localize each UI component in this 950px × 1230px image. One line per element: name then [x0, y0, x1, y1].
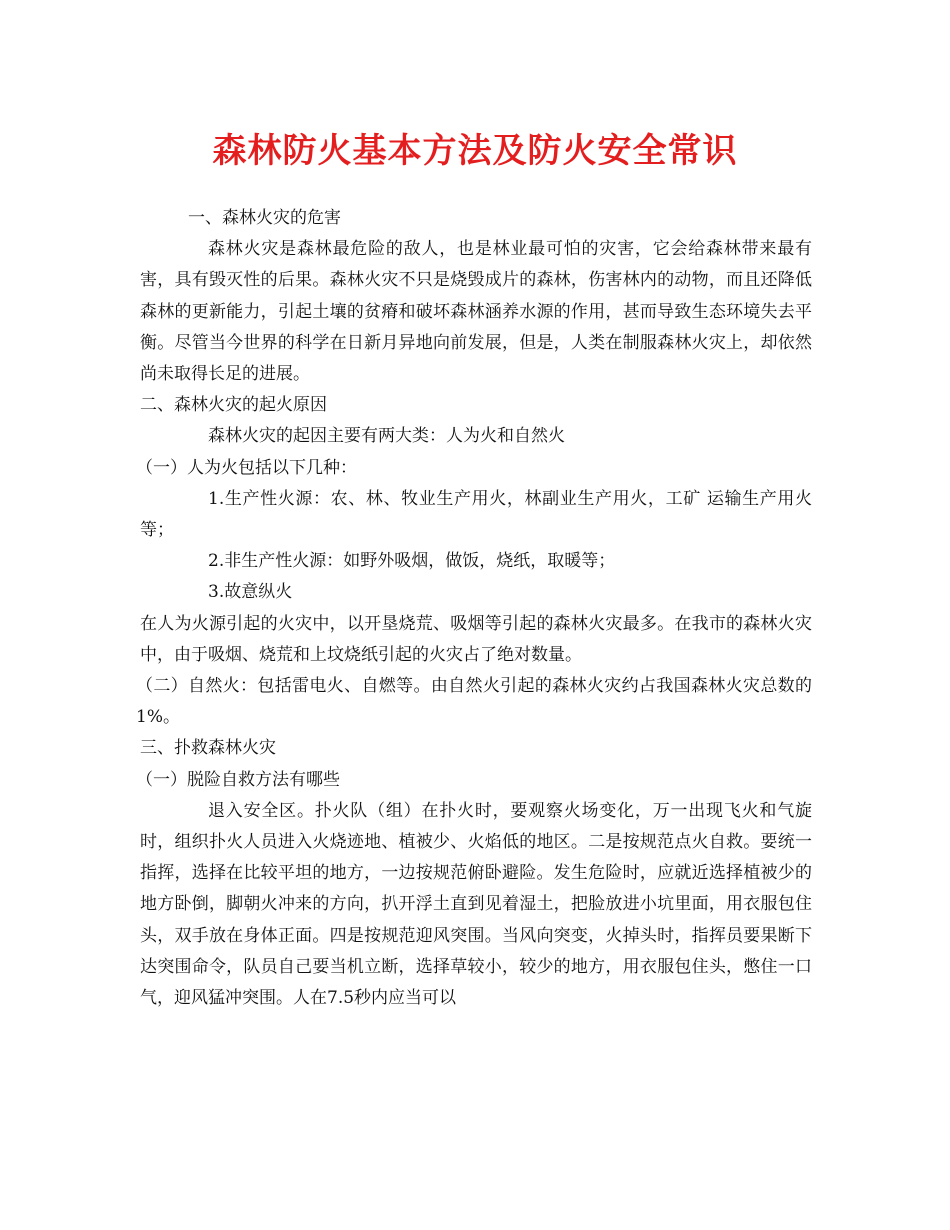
- subsection-heading: （一）脱险自救方法有哪些: [136, 769, 340, 790]
- subsection-paragraph: （二）自然火：包括雷电火、自燃等。由自然火引起的森林火灾约占我国森林火灾总数的1%。: [136, 676, 812, 728]
- paragraph: 森林火灾的起因主要有两大类：人为火和自然火: [208, 426, 565, 447]
- section-heading: 二、森林火灾的起火原因: [140, 395, 327, 416]
- list-item: 1.生产性火源：农、林、牧业生产用火，林副业生产用火，工矿 运输生产用火等；: [140, 488, 812, 541]
- document-title: 森林防火基本方法及防火安全常识: [212, 131, 738, 171]
- subsection-heading: （一）人为火包括以下几种：: [136, 457, 357, 478]
- paragraph: 在人为火源引起的火灾中，以开垦烧荒、吸烟等引起的森林火灾最多。在我市的森林火灾中，由于吸烟、烧荒和上坟烧纸引起的火灾占了绝对数量。: [140, 613, 812, 665]
- section-heading: 一、森林火灾的危害: [188, 208, 341, 228]
- list-item: 3.故意纵火: [208, 582, 293, 603]
- paragraph: 退入安全区。扑火队（组）在扑火时，要观察火场变化，万一出现飞火和气旋时，组织扑火人员进入火烧迹地、植被少、火焰低的地区。二是按规范点火自救。要统一指挥，选择在比较平坦的地方，一边按规范俯卧避险。发生危险时，应就近选择植被少的地方卧倒，脚朝火冲来的方向，扒开浮土直到见着湿土，把脸放进小坑里面，用衣服包住头，双手放在身体正面。四是按规范迎风突围。当风向突变，火掉头时，指挥员要果断下达突围命令，队员自己要当机立断，选择草较小，较少的地方，用衣服包住头，憋住一口气，迎风猛冲突围。人在7.5秒内应当可以: [140, 800, 812, 1009]
- document-body: [136, 203, 812, 1014]
- list-item: 2.非生产性火源：如野外吸烟，做饭，烧纸，取暖等；: [208, 551, 616, 572]
- paragraph: 森林火灾是森林最危险的敌人，也是林业最可怕的灾害，它会给森林带来最有害，具有毁灭性的后果。森林火灾不只是烧毁成片的森林，伤害林内的动物，而且还降低森林的更新能力，引起土壤的贫瘠和破坏森林涵养水源的作用，甚而导致生态环境失去平衡。尽管当今世界的科学在日新月异地向前发展，但是，人类在制服森林火灾上，却依然尚未取得长足的进展。: [140, 239, 812, 385]
- section-heading: 三、扑救森林火灾: [140, 738, 276, 759]
